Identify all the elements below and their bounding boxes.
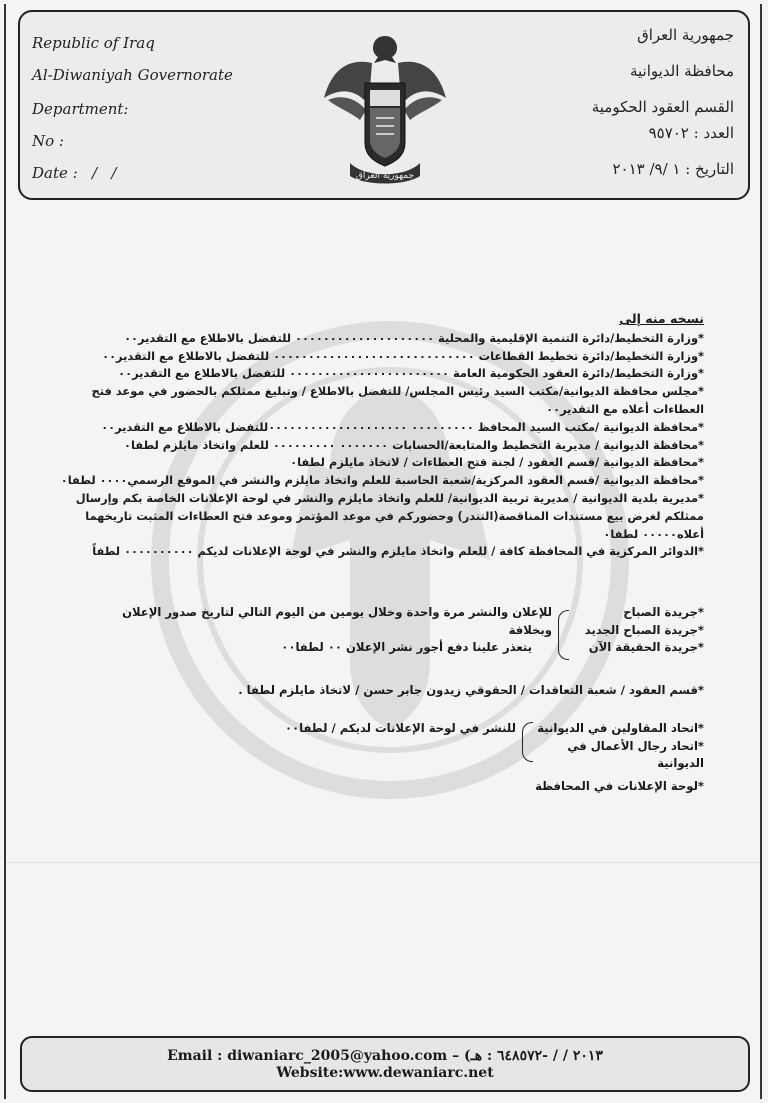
newspapers-brace: [558, 610, 569, 660]
copies-list: [60, 310, 704, 561]
recipient-line: *وزارة التخطيط/دائرة تخطيط القطاعات ٠٠٠٠٠٠٠٠٠٠٠٠٠٠٠٠٠٠٠٠٠٠٠٠٠٠٠٠٠ للتفضل بالاطلاع مع التقدير٠٠: [102, 348, 704, 363]
header-date-ar: التاريخ : ١ /٩/ ٢٠١٣: [612, 160, 734, 178]
unions-brace: [522, 722, 533, 762]
newspapers-note-line: للإعلان والنشر مرة واحدة وخلال يومين من اليوم التالي لتاريخ صدور الإعلان وبخلافة: [122, 605, 552, 637]
newspapers-list: [564, 604, 704, 657]
recipient-line: *محافظة الديوانية /قسم العقود / لجنة فتح العطاءات / لاتخاذ مايلزم لطفا٠: [290, 455, 704, 470]
emblem-caption: جمهورية العراق: [355, 171, 415, 181]
recipient-line: *محافظة الديوانية /قسم العقود المركزية/شعبة الحاسبة للعلم واتخاذ مايلزم والنشر في الموقع الرسمي٠٠٠٠ لطفا٠: [60, 473, 704, 488]
copies-heading: نسخه منه إلى: [619, 311, 704, 326]
recipient-line: *مجلس محافظة الديوانية/مكتب السيد رئيس المجلس/ للتفضل بالاطلاع / وتبليغ ممثلكم بالحضور في موعد فتح العطاءات أعلاه مع التقدير٠٠: [91, 384, 704, 416]
footer-website-line: Website:www.dewaniarc.net: [276, 1065, 494, 1081]
footer-email-line: Email : diwaniarc_2005@yahoo.com – (٢٠١٣ / / -٦٤٨٥٧٢ : هـ: [167, 1048, 603, 1064]
header-governorate-ar: محافظة الديوانية: [629, 62, 734, 80]
unions-list: [524, 720, 704, 773]
union-item: *اتحاد المقاولين في الديوانية: [537, 721, 704, 735]
newspaper-item: *جريدة الصباح الجديد: [584, 622, 704, 637]
letterhead: [18, 10, 750, 200]
contracts-line: *قسم العقود / شعبة التعاقدات / الحقوقي زيدون جابر حسن / لاتخاذ مايلزم لطفا .: [238, 683, 704, 697]
header-governorate-en: Al-Diwaniyah Governorate: [32, 66, 233, 84]
recipient-line: *محافظة الديوانية /مكتب السيد المحافظ ٠٠٠٠٠٠٠٠٠ ٠٠٠٠٠٠٠٠٠٠٠٠٠٠٠٠٠٠٠٠للتفضل بالاطلاع مع التقدير٠٠: [101, 419, 704, 434]
newspaper-item: *جريدة الحقيقة الآن: [588, 640, 704, 654]
recipient-line: *الدوائر المركزية في المحافظة كافة / للعلم واتخاذ مايلزم والنشر في لوحة الإعلانات لديكم ٠٠٠٠٠٠٠٠٠٠ لطفاً: [92, 544, 704, 559]
recipient-line: *وزارة التخطيط/دائرة التنمية الإقليمية والمحلية ٠٠٠٠٠٠٠٠٠٠٠٠٠٠٠٠٠٠٠٠ للتفضل بالاطلاع مع التقدير٠٠: [124, 330, 704, 345]
header-department-en: Department:: [32, 100, 129, 118]
footer-contact: [20, 1036, 750, 1092]
board-line: *لوحة الإعلانات في المحافظة: [535, 779, 704, 793]
union-item: *اتحاد رجال الأعمال في الديوانية: [567, 738, 704, 770]
recipient-line: *وزارة التخطيط/دائرة العقود الحكومية العامة ٠٠٠٠٠٠٠٠٠٠٠٠٠٠٠٠٠٠٠٠٠٠٠ للتفضل بالاطلاع مع التقدير٠٠: [118, 366, 704, 381]
header-number-ar: العدد : ٩٥٧٠٢: [648, 124, 734, 142]
newspapers-note-line: يتعذر علينا دفع أجور نشر الإعلان ٠٠ لطفا٠٠: [281, 640, 532, 654]
header-no-en: No :: [32, 132, 64, 150]
newspaper-item: *جريدة الصباح: [623, 605, 704, 619]
recipient-line: *مديرية بلدية الديوانية / مديرية تربية الديوانية/ للعلم واتخاذ مايلزم والنشر في لوحة الإعلانات الخاصة بكم وإرسال ممثلكم لغرض بيع مستندات المناقصة(التندر) وحضوركم في موعد المؤتمر وموعد فتح العطاءات المثبت تاريخهما أعلاه٠٠٠٠٠ لطفا٠: [75, 490, 704, 541]
header-country-ar: جمهورية العراق: [637, 26, 734, 44]
header-department-ar: القسم العقود الحكومية: [591, 98, 734, 116]
header-country-en: Republic of Iraq: [32, 34, 155, 52]
iraq-eagle-emblem-icon: [320, 28, 450, 188]
recipient-line: *محافظة الديوانية / مديرية التخطيط والمتابعة/الحسابات ٠٠٠٠٠٠٠ ٠٠٠٠٠٠٠٠٠ للعلم واتخاذ مايلزم لطفا٠: [124, 437, 704, 452]
newspapers-note: [120, 604, 552, 657]
header-date-en: Date : / /: [32, 164, 117, 182]
scan-line: [6, 862, 760, 863]
unions-note: للنشر في لوحة الإعلانات لديكم / لطفا٠٠: [284, 721, 516, 735]
